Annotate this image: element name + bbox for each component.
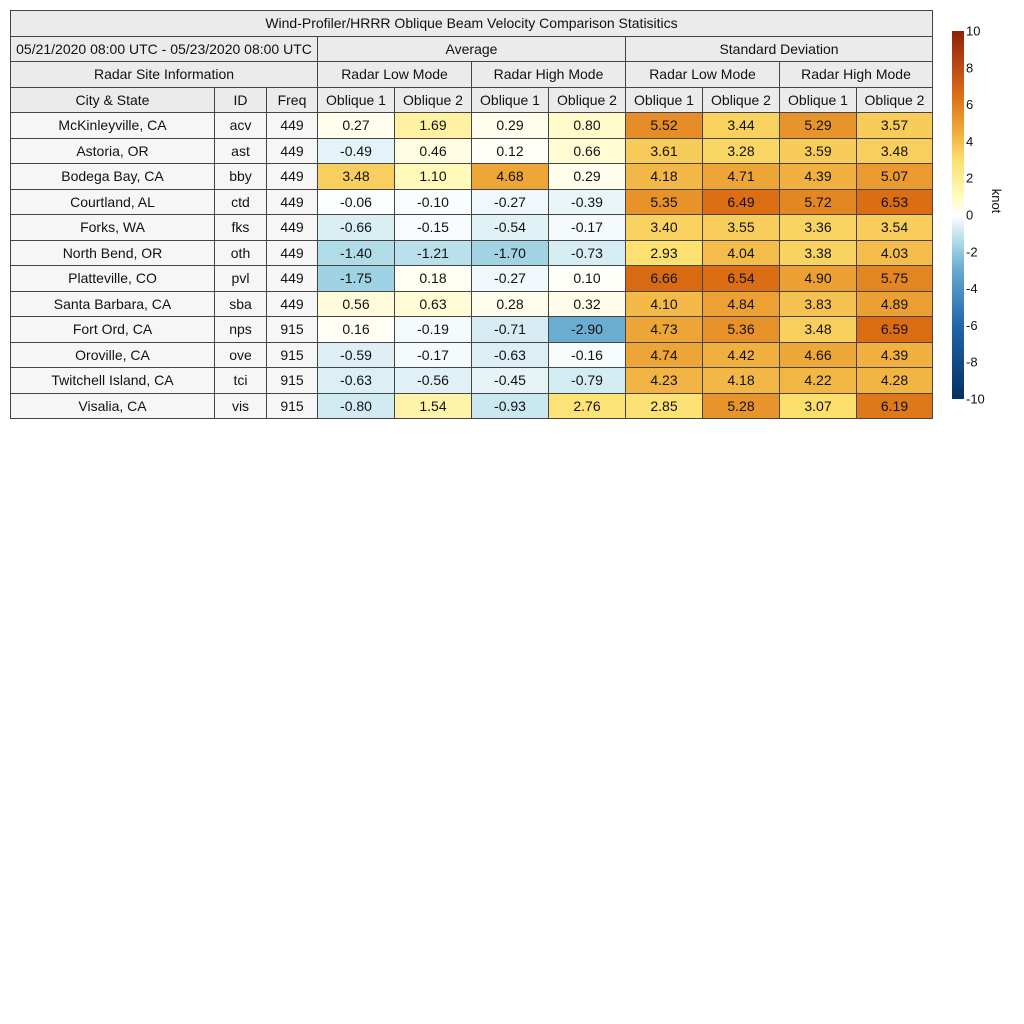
site-city: Twitchell Island, CA [11,368,215,394]
site-id: nps [215,317,267,343]
value-cell: -0.10 [395,189,472,215]
value-cell: 5.36 [703,317,780,343]
site-id: oth [215,240,267,266]
value-cell: 0.29 [472,113,549,139]
value-cell: -0.63 [472,342,549,368]
comparison-table-container [10,10,932,419]
value-cell: 4.89 [857,291,933,317]
value-cell: 6.59 [857,317,933,343]
value-cell: -0.63 [318,368,395,394]
col-header-freq: Freq [267,87,318,113]
value-cell: 5.52 [626,113,703,139]
value-cell: -0.19 [395,317,472,343]
value-cell: 4.18 [703,368,780,394]
site-id: ast [215,138,267,164]
value-cell: 3.57 [857,113,933,139]
value-cell: 0.80 [549,113,626,139]
value-cell: -0.73 [549,240,626,266]
colorbar-tick-label: 10 [966,23,981,39]
site-city: Santa Barbara, CA [11,291,215,317]
value-cell: 5.35 [626,189,703,215]
comparison-table [10,10,933,419]
site-city: Astoria, OR [11,138,215,164]
average-group-header: Average [318,36,626,62]
value-cell: 3.36 [780,215,857,241]
value-cell: 4.42 [703,342,780,368]
value-cell: 0.63 [395,291,472,317]
table-row [11,138,933,164]
col-header-std-high-oblique2: Oblique 2 [857,87,933,113]
value-cell: 4.10 [626,291,703,317]
table-row [11,393,933,419]
col-header-std-low-oblique2: Oblique 2 [703,87,780,113]
col-header-city: City & State [11,87,215,113]
value-cell: 3.38 [780,240,857,266]
colorbar-tick-label: 6 [966,97,974,113]
site-city: Fort Ord, CA [11,317,215,343]
site-id: tci [215,368,267,394]
value-cell: 4.73 [626,317,703,343]
value-cell: 2.85 [626,393,703,419]
colorbar-tick-label: -10 [966,391,985,407]
value-cell: 4.03 [857,240,933,266]
value-cell: 3.48 [857,138,933,164]
site-id: ove [215,342,267,368]
value-cell: -1.21 [395,240,472,266]
value-cell: -0.66 [318,215,395,241]
value-cell: 0.28 [472,291,549,317]
col-header-avg-high-oblique2: Oblique 2 [549,87,626,113]
value-cell: 6.54 [703,266,780,292]
value-cell: 4.23 [626,368,703,394]
col-header-avg-high-oblique1: Oblique 1 [472,87,549,113]
site-freq: 449 [267,240,318,266]
value-cell: 6.19 [857,393,933,419]
colorbar-tick-label: -2 [966,244,978,260]
value-cell: 0.27 [318,113,395,139]
value-cell: 1.69 [395,113,472,139]
value-cell: -0.56 [395,368,472,394]
avg-high-mode-header: Radar High Mode [472,62,626,88]
table-row [11,189,933,215]
value-cell: 3.55 [703,215,780,241]
value-cell: 4.84 [703,291,780,317]
value-cell: -2.90 [549,317,626,343]
colorbar-axis [940,20,1020,420]
value-cell: -0.93 [472,393,549,419]
value-cell: -1.40 [318,240,395,266]
table-row [11,215,933,241]
value-cell: -0.59 [318,342,395,368]
value-cell: 3.54 [857,215,933,241]
value-cell: 4.71 [703,164,780,190]
colorbar-tick-label: 8 [966,60,974,76]
value-cell: -0.27 [472,266,549,292]
value-cell: -0.16 [549,342,626,368]
table-row [11,164,933,190]
col-header-avg-low-oblique1: Oblique 1 [318,87,395,113]
value-cell: 2.76 [549,393,626,419]
site-id: vis [215,393,267,419]
col-header-id: ID [215,87,267,113]
std-low-mode-header: Radar Low Mode [626,62,780,88]
site-freq: 449 [267,138,318,164]
value-cell: -0.54 [472,215,549,241]
site-id: fks [215,215,267,241]
std-high-mode-header: Radar High Mode [780,62,933,88]
value-cell: 3.40 [626,215,703,241]
value-cell: 0.10 [549,266,626,292]
value-cell: 3.07 [780,393,857,419]
table-body [11,113,933,419]
value-cell: 4.39 [780,164,857,190]
value-cell: 5.72 [780,189,857,215]
value-cell: 4.90 [780,266,857,292]
value-cell: 4.28 [857,368,933,394]
site-city: Bodega Bay, CA [11,164,215,190]
colorbar-tick-label: 0 [966,207,974,223]
value-cell: 1.54 [395,393,472,419]
value-cell: 4.68 [472,164,549,190]
value-cell: 0.16 [318,317,395,343]
table-row [11,291,933,317]
site-info-header: Radar Site Information [11,62,318,88]
site-city: Visalia, CA [11,393,215,419]
value-cell: -0.45 [472,368,549,394]
value-cell: -0.80 [318,393,395,419]
value-cell: 4.74 [626,342,703,368]
col-header-std-low-oblique1: Oblique 1 [626,87,703,113]
value-cell: 4.04 [703,240,780,266]
value-cell: -0.71 [472,317,549,343]
table-row [11,342,933,368]
value-cell: 5.75 [857,266,933,292]
value-cell: -0.49 [318,138,395,164]
value-cell: 0.12 [472,138,549,164]
value-cell: -0.17 [549,215,626,241]
site-city: Courtland, AL [11,189,215,215]
site-city: Platteville, CO [11,266,215,292]
site-id: acv [215,113,267,139]
value-cell: 5.29 [780,113,857,139]
colorbar-tick-label: -8 [966,354,978,370]
site-freq: 915 [267,368,318,394]
value-cell: 4.18 [626,164,703,190]
value-cell: -0.79 [549,368,626,394]
site-id: ctd [215,189,267,215]
value-cell: -1.75 [318,266,395,292]
value-cell: 3.48 [780,317,857,343]
value-cell: 0.18 [395,266,472,292]
value-cell: 2.93 [626,240,703,266]
site-freq: 449 [267,164,318,190]
value-cell: 0.56 [318,291,395,317]
value-cell: 6.49 [703,189,780,215]
value-cell: 4.39 [857,342,933,368]
value-cell: 3.83 [780,291,857,317]
table-row [11,240,933,266]
table-row [11,368,933,394]
period-label: 05/21/2020 08:00 UTC - 05/23/2020 08:00 UTC [11,36,318,62]
colorbar-tick-label: -6 [966,317,978,333]
table-title: Wind-Profiler/HRRR Oblique Beam Velocity Comparison Statisitics [11,11,933,37]
site-id: pvl [215,266,267,292]
colorbar-tick-label: -4 [966,281,978,297]
site-freq: 449 [267,291,318,317]
value-cell: 6.66 [626,266,703,292]
site-id: sba [215,291,267,317]
value-cell: 3.48 [318,164,395,190]
value-cell: 3.28 [703,138,780,164]
table-row [11,266,933,292]
value-cell: 0.46 [395,138,472,164]
site-city: McKinleyville, CA [11,113,215,139]
value-cell: 3.61 [626,138,703,164]
site-city: Oroville, CA [11,342,215,368]
site-freq: 915 [267,317,318,343]
value-cell: 5.28 [703,393,780,419]
value-cell: -0.17 [395,342,472,368]
value-cell: 6.53 [857,189,933,215]
site-freq: 915 [267,393,318,419]
value-cell: -1.70 [472,240,549,266]
site-city: North Bend, OR [11,240,215,266]
value-cell: 0.32 [549,291,626,317]
value-cell: 5.07 [857,164,933,190]
value-cell: 1.10 [395,164,472,190]
table-row [11,317,933,343]
value-cell: 4.22 [780,368,857,394]
site-freq: 449 [267,113,318,139]
value-cell: 4.66 [780,342,857,368]
site-freq: 449 [267,266,318,292]
colorbar-tick-label: 2 [966,170,974,186]
stddev-group-header: Standard Deviation [626,36,933,62]
table-row [11,113,933,139]
value-cell: 3.59 [780,138,857,164]
site-freq: 915 [267,342,318,368]
col-header-avg-low-oblique2: Oblique 2 [395,87,472,113]
avg-low-mode-header: Radar Low Mode [318,62,472,88]
value-cell: 0.29 [549,164,626,190]
value-cell: -0.06 [318,189,395,215]
colorbar-tick-label: 4 [966,133,974,149]
value-cell: 0.66 [549,138,626,164]
site-city: Forks, WA [11,215,215,241]
site-freq: 449 [267,189,318,215]
site-freq: 449 [267,215,318,241]
value-cell: -0.27 [472,189,549,215]
value-cell: 3.44 [703,113,780,139]
col-header-std-high-oblique1: Oblique 1 [780,87,857,113]
site-id: bby [215,164,267,190]
colorbar-unit-label: knot [989,188,1004,214]
value-cell: -0.39 [549,189,626,215]
value-cell: -0.15 [395,215,472,241]
